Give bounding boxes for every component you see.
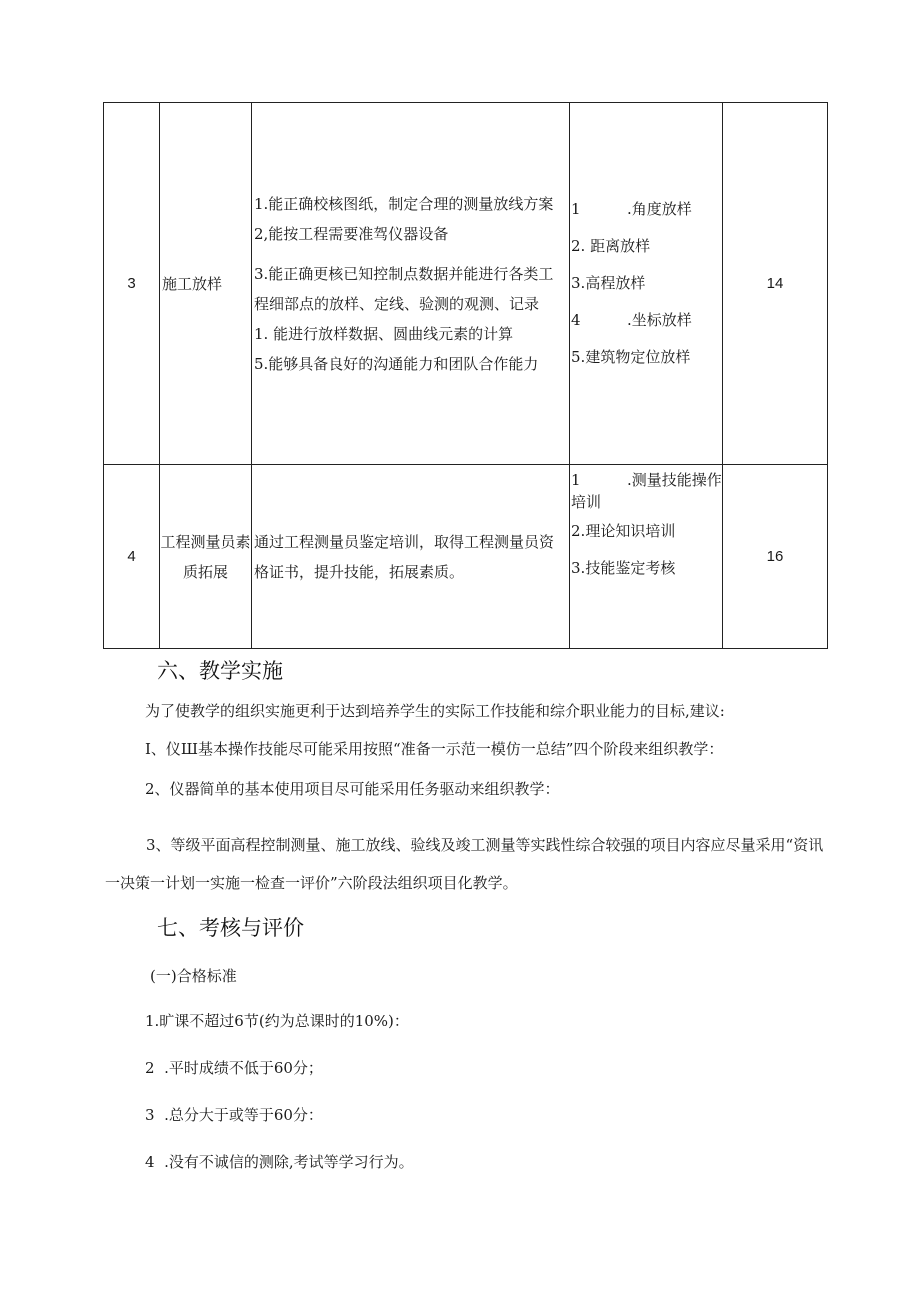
curriculum-table	[103, 102, 828, 649]
section-6-intro: 为了使教学的组织实施更利于达到培养学生的实际工作技能和综介职业能力的目标,建议:	[145, 702, 725, 720]
section-6-item-3: 3、等级平面高程控制测量、施工放线、验线及竣工测量等实践性综合较强的项目内容应尽量采用“资讯一决策一计划一实施一检查一评价”六阶段法组织项目化教学。	[105, 836, 824, 892]
task-list	[570, 465, 723, 649]
criteria-item: 3 .总分大于或等于60分：	[145, 1106, 323, 1124]
task-item	[570, 191, 722, 228]
task-item	[570, 339, 722, 376]
task-text: 高程放样	[585, 274, 646, 292]
section-7-subheading: (一)合格标准	[150, 967, 237, 985]
ability-item: 1.能正确校核图纸，制定合理的测量放线方案	[254, 194, 554, 213]
hours: 14	[723, 103, 828, 465]
section-6-item-2: 2、仪器简单的基本使用项目尽可能采用任务驱动来组织教学：	[145, 780, 560, 798]
task-number: 2.	[571, 522, 586, 540]
section-7-heading: 七、考核与评价	[157, 916, 304, 940]
row-number: 4	[104, 465, 160, 649]
hours: 16	[723, 465, 828, 649]
task-number: 3.	[571, 274, 586, 292]
task-text: 建筑物定位放样	[585, 348, 691, 366]
task-number: 2.	[571, 237, 586, 255]
task-text: 技能鉴定考核	[585, 559, 676, 577]
task-item	[570, 265, 722, 302]
task-text: 距离放样	[590, 237, 651, 255]
task-text: .测量技能操作培训	[571, 471, 722, 511]
task-text: .角度放样	[627, 200, 692, 218]
task-text: 理论知识培训	[585, 522, 676, 540]
project-name: 工程测量员素质拓展	[160, 465, 252, 649]
task-item	[570, 513, 722, 550]
task-number: 1	[571, 200, 581, 218]
task-number: 5.	[571, 348, 586, 366]
ability-paragraph: 通过工程测量员鉴定培训，取得工程测量员资格证书，提升技能，拓展素质。	[254, 532, 555, 581]
table-row	[104, 103, 828, 465]
task-number: 1	[571, 471, 581, 489]
ability-text	[252, 465, 570, 649]
task-item	[570, 550, 722, 587]
ability-item: 5.能够具备良好的沟通能力和团队合作能力	[254, 354, 539, 373]
project-name: 施工放样	[160, 103, 252, 465]
section-6-item-1: I、仪Ш基本操作技能尽可能采用按照“准备一示范一模仿一总结”四个阶段来组织教学：	[145, 740, 724, 758]
ability-item: 3.能正确更核已知控制点数据并能进行各类工程细部点的放样、定线、验测的观测、记录	[254, 264, 554, 313]
task-number: 4	[571, 311, 581, 329]
task-list	[570, 103, 723, 465]
task-text: .坐标放样	[627, 311, 692, 329]
task-item	[570, 228, 722, 265]
ability-item: 2,能按工程需要准驾仪器设备	[254, 224, 449, 243]
row-number: 3	[104, 103, 160, 465]
section-6-heading: 六、教学实施	[157, 659, 283, 683]
criteria-item: 4 .没有不诚信的测除,考试等学习行为。	[145, 1153, 414, 1171]
task-number: 3.	[571, 559, 586, 577]
task-item	[570, 469, 722, 513]
criteria-item: 1.旷课不超过6节(约为总课时的10%)：	[145, 1012, 409, 1030]
table-row	[104, 465, 828, 649]
task-item	[570, 302, 722, 339]
ability-item: 1. 能进行放样数据、圆曲线元素的计算	[254, 324, 514, 343]
ability-list	[252, 103, 570, 465]
criteria-item: 2 .平时成绩不低于60分；	[145, 1059, 323, 1077]
